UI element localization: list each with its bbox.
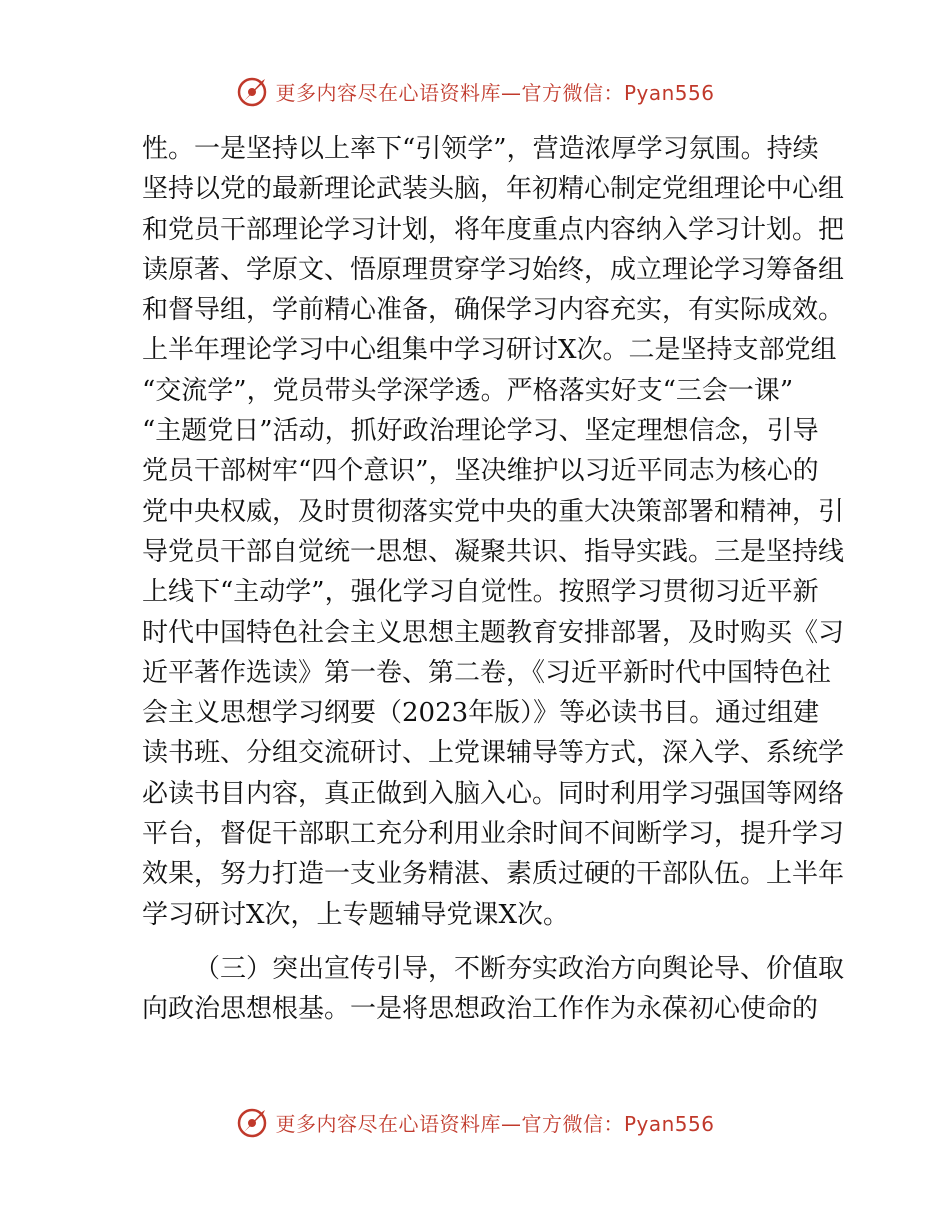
document-body [142,129,845,1030]
text-line: 导党员干部自觉统一思想、凝聚共识、指导实践。三是坚持线 [142,536,845,567]
text-line: 性。一是坚持以上率下“引领学”，营造浓厚学习氛围。持续 [142,134,819,164]
text-line: 党员干部树牢“四个意识”，坚决维护以习近平同志为核心的 [142,456,819,487]
quill-pen-circle-icon [235,73,271,109]
header-banner [0,71,950,111]
paragraph-2 [142,949,845,1030]
text-line: 平台，督促干部职工充分利用业余时间不间断学习，提升学习 [142,819,845,850]
text-line: “交流学”，党员带头学深学透。严格落实好支“三会一课” [142,375,794,406]
footer-banner-text: 更多内容尽在心语资料库—官方微信：Pyan556 [275,1111,715,1136]
text-line: 时代中国特色社会主义思想主题教育安排部署，及时购买《习 [142,617,845,648]
text-line: 学习研讨X次，上专题辅导党课X次。 [142,899,570,930]
header-banner-text: 更多内容尽在心语资料库—官方微信：Pyan556 [275,80,715,105]
text-line: 读书班、分组交流研讨、上党课辅导等方式，深入学、系统学 [142,738,845,769]
footer-banner [0,1102,950,1142]
text-line: 近平著作选读》第一卷、第二卷，《习近平新时代中国特色社 [142,657,832,688]
text-line: 会主义思想学习纲要（2023年版）》等必读书目。通过组建 [142,698,820,729]
text-line: 读原著、学原文、悟原理贯穿学习始终，成立理论学习筹备组 [142,254,845,285]
text-line: 必读书目内容，真正做到入脑入心。同时利用学习强国等网络 [142,778,845,809]
text-line: 向政治思想根基。一是将思想政治工作作为永葆初心使命的 [142,994,819,1025]
text-line: “主题党日”活动，抓好政治理论学习、坚定理想信念，引导 [142,416,819,447]
quill-pen-circle-icon [235,1104,271,1140]
text-line: 和党员干部理论学习计划，将年度重点内容纳入学习计划。把 [142,214,845,245]
text-line: 上半年理论学习中心组集中学习研讨X次。二是坚持支部党组 [142,335,837,366]
text-line: 上线下“主动学”，强化学习自觉性。按照学习贯彻习近平新 [142,577,819,608]
text-line: 党中央权威，及时贯彻落实党中央的重大决策部署和精神，引 [142,496,845,527]
paragraph-1 [142,129,845,935]
paragraph-spacer [142,935,822,949]
text-line: 和督导组，学前精心准备，确保学习内容充实，有实际成效。 [142,295,845,326]
text-line: （三）突出宣传引导，不断夯实政治方向舆论导、价值取 [194,953,845,984]
text-line: 效果，努力打造一支业务精湛、素质过硬的干部队伍。上半年 [142,859,845,890]
text-line: 坚持以党的最新理论武装头脑，年初精心制定党组理论中心组 [142,174,845,205]
